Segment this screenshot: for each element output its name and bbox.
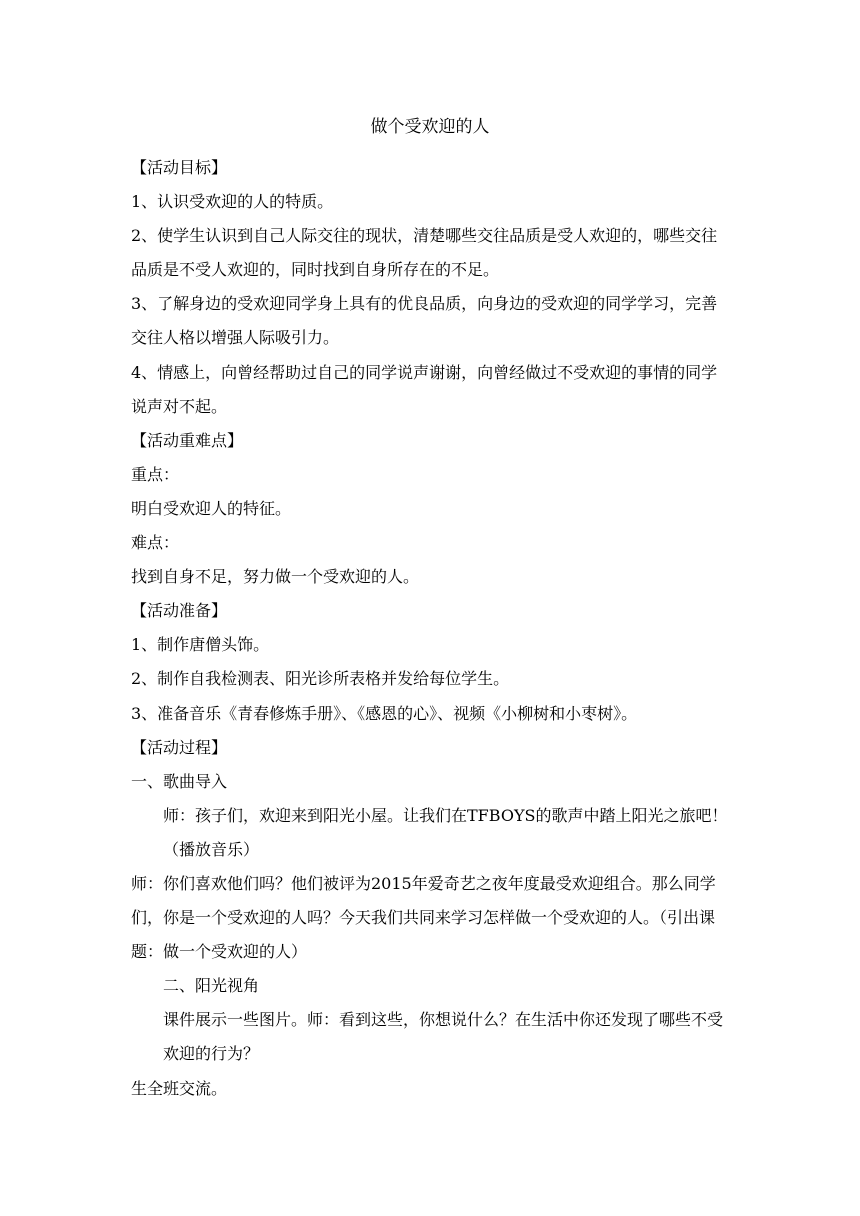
preparation-item-3: 3、准备音乐《青春修炼手册》、《感恩的心》、视频《小柳树和小枣树》。 xyxy=(131,703,638,723)
difficulty-text: 找到自身不足，努力做一个受欢迎的人。 xyxy=(131,567,420,587)
goal-item-4: 4、情感上，向曾经帮助过自己的同学说声谢谢，向曾经做过不受欢迎的事情的同学说声对不起。 xyxy=(131,362,718,416)
process-step-2-heading: 二、阳光视角 xyxy=(163,976,260,996)
process-step-1-heading: 一、歌曲导入 xyxy=(131,771,228,791)
section-heading-key-points: 【活动重难点】 xyxy=(131,430,244,450)
class-discussion-paragraph: 生全班交流。 xyxy=(131,1078,228,1098)
courseware-paragraph: 课件展示一些图片。师：看到这些，你想说什么？在生活中你还发现了哪些不受欢迎的行为？ xyxy=(163,1010,724,1064)
preparation-item-1: 1、制作唐僧头饰。 xyxy=(131,635,270,655)
key-point-label: 重点： xyxy=(131,464,180,484)
teacher-welcome-paragraph: 师：孩子们，欢迎来到阳光小屋。让我们在TFBOYS的歌声中踏上阳光之旅吧！（播放音乐） xyxy=(163,805,728,859)
section-heading-goals: 【活动目标】 xyxy=(131,158,228,177)
key-point-text: 明白受欢迎人的特征。 xyxy=(131,498,292,518)
difficulty-label: 难点： xyxy=(131,533,180,553)
teacher-question-paragraph: 师：你们喜欢他们吗？他们被评为2015年爱奇艺之夜年度最受欢迎组合。那么同学们，你是一个受欢迎的人吗？今天我们共同来学习怎样做一个受欢迎的人。（引出课题：做一个受欢迎的人） xyxy=(131,873,716,962)
goal-item-3: 3、了解身边的受欢迎同学身上具有的优良品质，向身边的受欢迎的同学学习，完善交往人格以增强人际吸引力。 xyxy=(131,294,718,348)
preparation-item-2: 2、制作自我检测表、阳光诊所表格并发给每位学生。 xyxy=(131,669,510,689)
goal-item-2: 2、使学生认识到自己人际交往的现状，清楚哪些交往品质是受人欢迎的，哪些交往品质是不受人欢迎的，同时找到自身所存在的不足。 xyxy=(131,226,718,280)
goal-item-1: 1、认识受欢迎的人的特质。 xyxy=(131,192,334,212)
document-body xyxy=(131,151,731,1106)
section-heading-process: 【活动过程】 xyxy=(131,737,228,757)
section-heading-preparation: 【活动准备】 xyxy=(131,601,228,621)
document-title: 做个受欢迎的人 xyxy=(370,117,490,137)
